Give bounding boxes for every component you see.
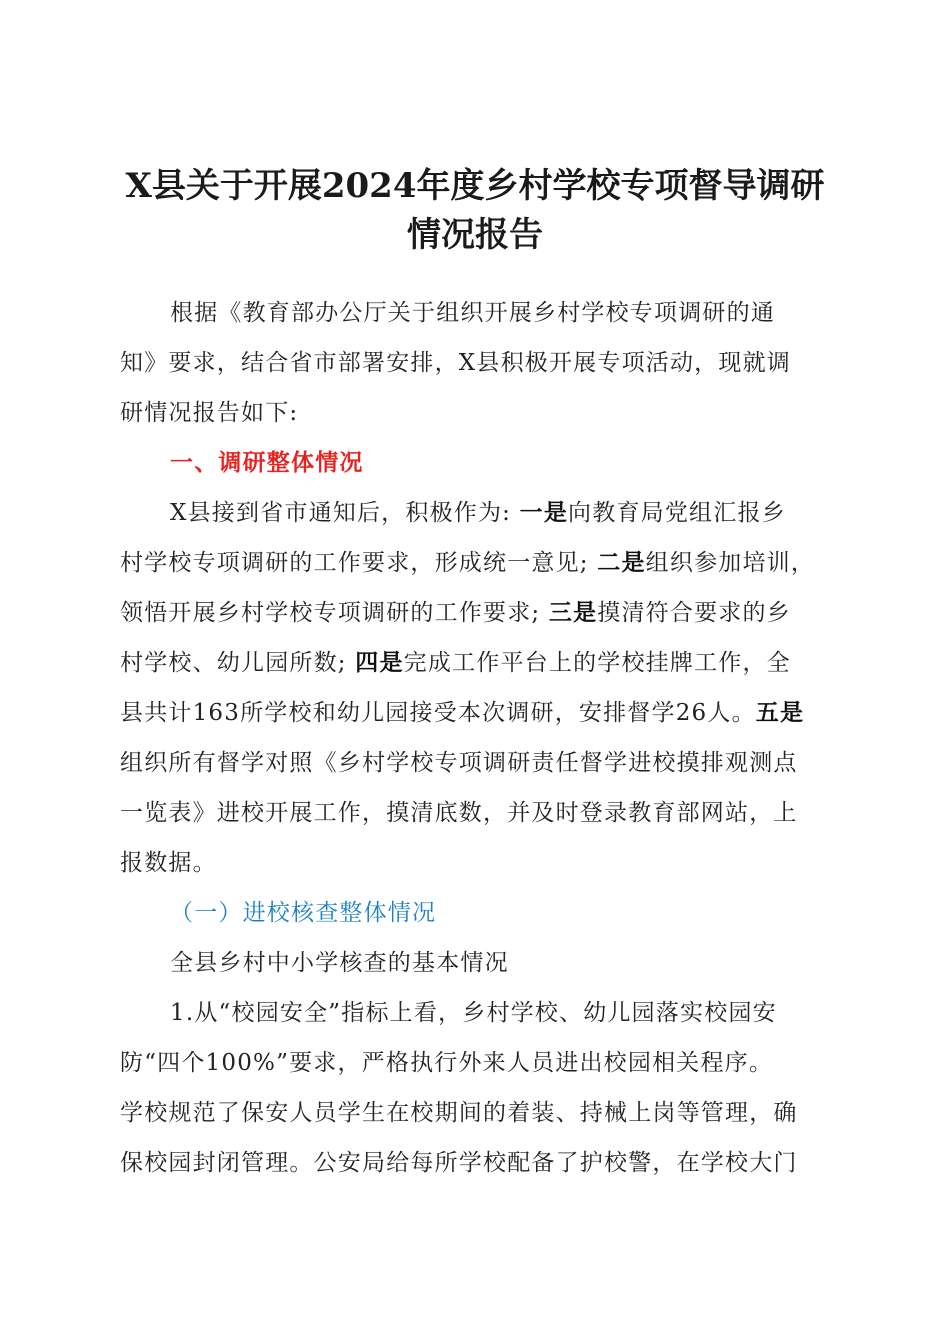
text-run: X县接到省市通知后，积极作为: [170,500,520,526]
intro-line: 研情况报告如下: [120,400,299,426]
paragraph-line [120,698,830,728]
emphasis-text: 五是 [755,699,805,726]
text-run: 领悟开展乡村学校专项调研的工作要求; [120,600,549,626]
document-title-line-2: 情况报告 [407,215,543,255]
paragraph-line: 1.从“校园安全”指标上看，乡村学校、幼儿园落实校园安 [170,1000,777,1026]
paragraph-line [120,648,830,678]
text-run: 组织参加培训， [645,550,816,576]
paragraph-line: 学校规范了保安人员学生在校期间的着装、持械上岗等管理，确 [120,1100,798,1126]
text-run: 向教育局党组汇报乡 [568,500,786,526]
subsection-heading: （一）进校核查整体情况 [170,900,437,926]
emphasis-text: 四是 [355,649,404,676]
paragraph-line: 防“四个100%”要求，严格执行外来人员进出校园相关程序。 [120,1050,774,1076]
text-run: 村学校专项调研的工作要求，形成统一意见; [120,550,598,576]
paragraph-line [120,548,830,578]
section-heading: 一、调研整体情况 [170,450,364,476]
emphasis-text: 二是 [597,549,646,576]
document-title-line-1: X县关于开展2024年度乡村学校专项督导调研 [125,166,825,206]
intro-line: 知》要求，结合省市部署安排，X县积极开展专项活动，现就调 [120,350,791,376]
text-run: 县共计163所学校和幼儿园接受本次调研，安排督学26人。 [120,700,756,726]
paragraph-line: 全县乡村中小学核查的基本情况 [170,950,509,976]
paragraph-line: 组织所有督学对照《乡村学校专项调研责任督学进校摸排观测点 [120,750,798,776]
paragraph-line: 一览表》进校开展工作，摸清底数，并及时登录教育部网站，上 [120,800,798,826]
text-run: 摸清符合要求的乡 [597,600,791,626]
text-run: 村学校、幼儿园所数; [120,650,356,676]
paragraph-line: 报数据。 [120,850,217,876]
emphasis-text: 一是 [519,499,569,526]
paragraph-line [170,498,830,528]
text-run: 完成工作平台上的学校挂牌工作，全 [403,650,791,676]
paragraph-line [120,598,830,628]
emphasis-text: 三是 [548,599,598,626]
intro-line: 根据《教育部办公厅关于组织开展乡村学校专项调研的通 [170,300,775,326]
paragraph-line: 保校园封闭管理。公安局给每所学校配备了护校警，在学校大门 [120,1150,798,1176]
